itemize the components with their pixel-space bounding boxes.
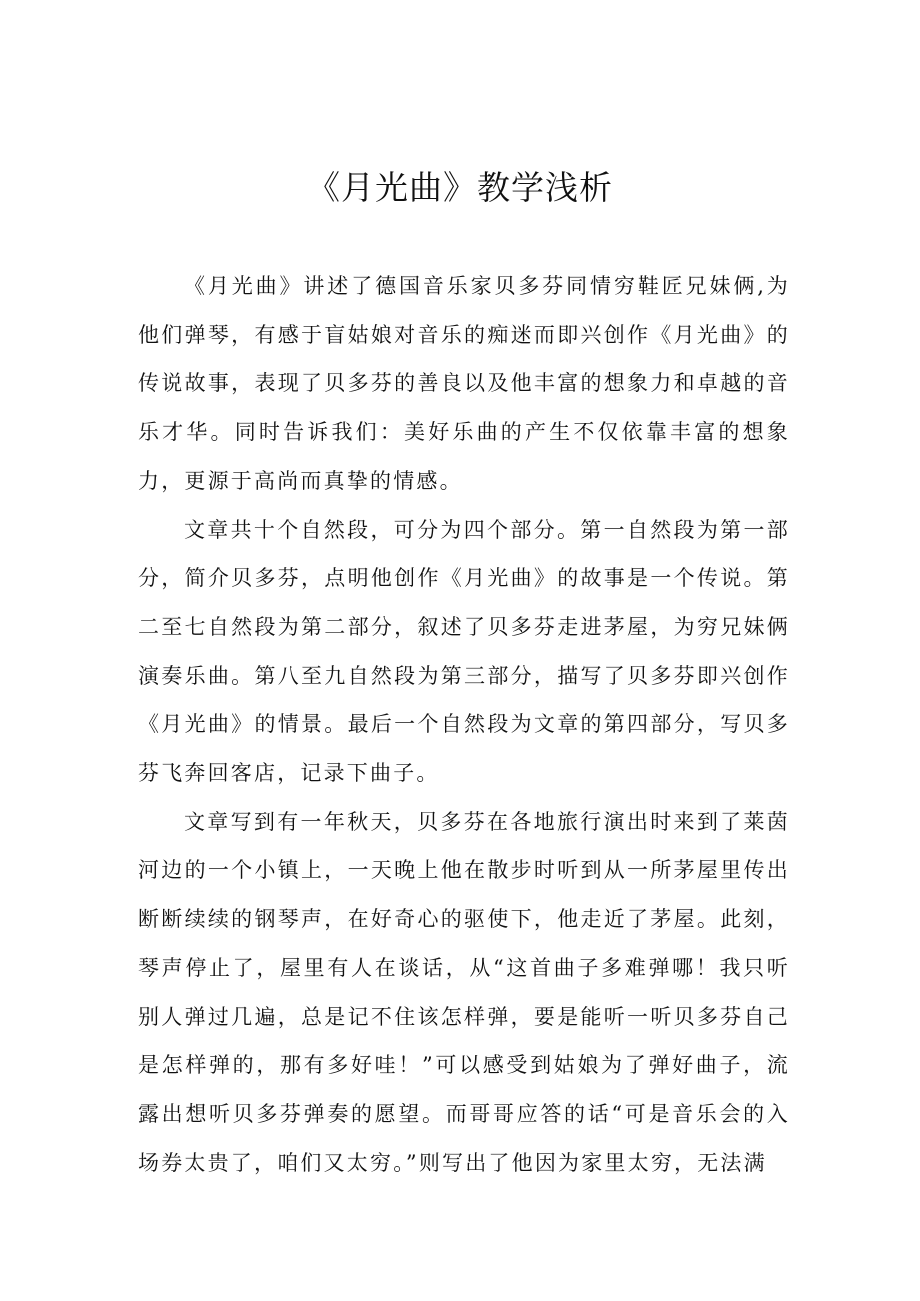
document-title: 《月光曲》教学浅析 bbox=[307, 168, 613, 207]
paragraph-3: 文章写到有一年秋天，贝多芬在各地旅行演出时来到了莱茵河边的一个小镇上，一天晚上他在散步时听到从一所茅屋里传出断断续续的钢琴声，在好奇心的驱使下，他走近了茅屋。此刻，琴声停止了，屋里有人在谈话，从“这首曲子多难弹哪！我只听别人弹过几遍，总是记不住该怎样弹，要是能听一听贝多芬自己是怎样弹的，那有多好哇！”可以感受到姑娘为了弹好曲子，流露出想听贝多芬弹奏的愿望。而哥哥应答的话“可是音乐会的入场券太贵了，咱们又太穷。”则写出了他因为家里太穷，无法满 bbox=[138, 809, 790, 1175]
paragraph-1: 《月光曲》讲述了德国音乐家贝多芬同情穷鞋匠兄妹俩,为他们弹琴，有感于盲姑娘对音乐的痴迷而即兴创作《月光曲》的传说故事，表现了贝多芬的善良以及他丰富的想象力和卓越的音乐才华。同时告诉我们：美好乐曲的产生不仅依靠丰富的想象力，更源于高尚而真挚的情感。 bbox=[138, 274, 790, 493]
paragraph-2: 文章共十个自然段，可分为四个部分。第一自然段为第一部分，简介贝多芬，点明他创作《月光曲》的故事是一个传说。第二至七自然段为第二部分，叙述了贝多芬走进茅屋，为穷兄妹俩演奏乐曲。第八至九自然段为第三部分，描写了贝多芬即兴创作《月光曲》的情景。最后一个自然段为文章的第四部分，写贝多芬飞奔回客店，记录下曲子。 bbox=[138, 517, 790, 786]
document-body bbox=[138, 262, 790, 1187]
